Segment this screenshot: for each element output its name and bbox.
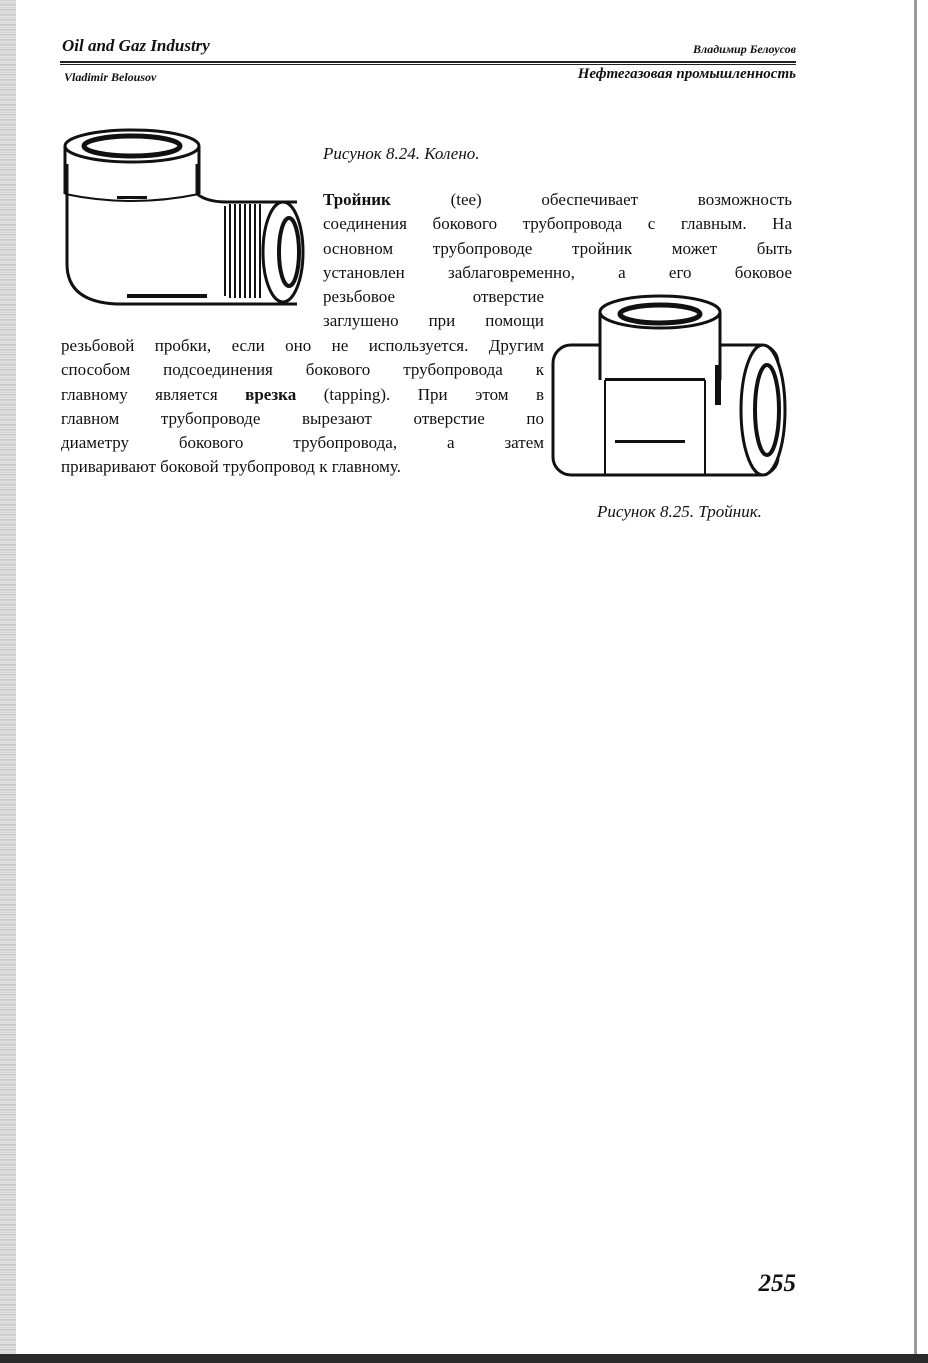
elbow-fitting-figure — [57, 124, 307, 309]
text-line: соединения бокового трубопровода с главным. На — [323, 214, 792, 234]
text-line: диаметру бокового трубопровода, а затем — [61, 433, 544, 453]
header-author-ru: Владимир Белоусов — [693, 42, 796, 56]
paragraph-right — [323, 188, 792, 285]
text-line: заглушено при помощи — [323, 311, 544, 331]
term-tapping: врезка — [245, 384, 297, 404]
figure-caption-elbow: Рисунок 8.24. Колено. — [323, 144, 480, 163]
tee-fitting-figure — [545, 290, 790, 490]
text-line — [323, 188, 792, 212]
text-line: установлен заблаговременно, а его боковое — [323, 262, 792, 282]
text-fragment: главному является — [61, 384, 218, 404]
header-author-en: Vladimir Belousov — [64, 70, 157, 84]
text-line: приваривают боковой трубопровод к главному. — [61, 457, 401, 477]
text-line: способом подсоединения бокового трубопровода к — [61, 360, 544, 380]
text-line: резьбовой пробки, если оно не используется. Другим — [61, 336, 544, 355]
scan-edge-bottom — [0, 1354, 928, 1363]
text-line: главном трубопроводе вырезают отверстие по — [61, 408, 544, 428]
paragraph-middle — [323, 285, 544, 334]
figure-caption-tee: Рисунок 8.25. Тройник. — [597, 502, 762, 521]
text-fragment: (tapping). При этом в — [323, 384, 545, 404]
scan-edge-left — [0, 0, 16, 1363]
header-rule-thin — [60, 64, 796, 65]
page-number: 255 — [758, 1270, 796, 1297]
header-title-ru: Нефтегазовая промышленность — [577, 66, 796, 82]
header-rule — [60, 61, 796, 63]
paragraph-bottom — [61, 334, 544, 480]
text-line: основном трубопроводе тройник может быть — [323, 238, 792, 258]
text-fragment: (tee) обеспечивает возможность — [450, 190, 793, 209]
scan-edge-right — [914, 0, 917, 1363]
text-line: резьбовое отверстие — [323, 287, 544, 306]
term-tee: Тройник — [323, 190, 391, 209]
text-line — [61, 383, 544, 407]
header-title-en: Oil and Gaz Industry — [62, 36, 210, 55]
